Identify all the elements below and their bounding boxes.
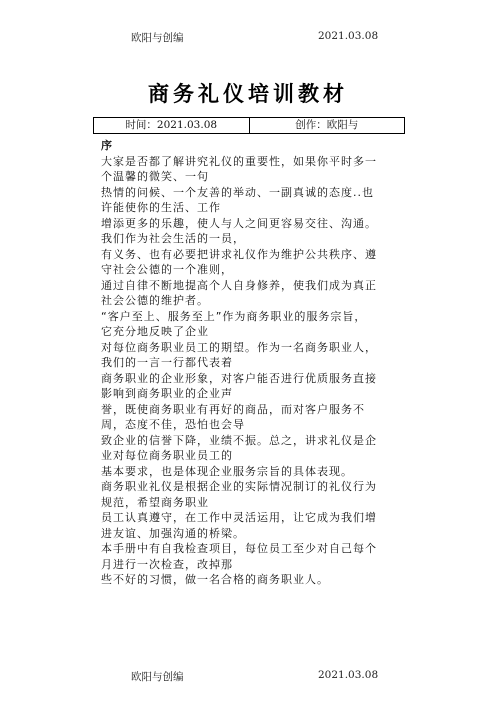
document-title: 商务礼仪培训教材 bbox=[148, 82, 348, 106]
body-line: 影响到商务职业的企业声 bbox=[101, 387, 233, 400]
body-line: 对每位商务职业员工的期望。作为一名商务职业人， bbox=[101, 340, 377, 354]
body-line: 业对每位商务职业员工的 bbox=[101, 449, 233, 462]
body-line: 社会公德的维护者。 bbox=[101, 294, 209, 307]
body-line: 热情的问候、一个友善的举动、一副真诚的态度..也 bbox=[101, 185, 374, 199]
body-line: 周，态度不佳，恐怕也会导 bbox=[101, 418, 245, 431]
meta-time-cell: 时间：2021.03.08 bbox=[125, 119, 218, 131]
body-line: 致企业的信誉下降，业绩不振。总之，讲求礼仪是企 bbox=[101, 433, 377, 447]
body-line: 商务职业的企业形象，对客户能否进行优质服务直接 bbox=[101, 371, 377, 385]
footer-author: 欧阳与创编 bbox=[131, 671, 184, 683]
body-line: “客户至上、服务至上”作为商务职业的服务宗旨， bbox=[101, 309, 367, 323]
body-line: 个温馨的微笑、一句 bbox=[101, 170, 209, 183]
body-line: 守社会公德的一个准则， bbox=[101, 263, 233, 276]
body-line: 月进行一次检查，改掉那 bbox=[101, 557, 233, 571]
body-line: 商务职业礼仪是根据企业的实际情况制订的礼仪行为 bbox=[101, 480, 377, 493]
footer-date: 2021.03.08 bbox=[318, 669, 379, 681]
body-line: 进友谊、加强沟通的桥梁。 bbox=[101, 526, 245, 540]
header-date: 2021.03.08 bbox=[318, 30, 379, 42]
header-author: 欧阳与创编 bbox=[131, 32, 184, 44]
body-line: 它充分地反映了企业 bbox=[101, 325, 209, 338]
body-line: 大家是否都了解讲究礼仪的重要性，如果你平时多一 bbox=[101, 154, 377, 168]
meta-author-cell: 创作：欧阳与 bbox=[249, 118, 405, 133]
body-line: 员工认真遵守，在工作中灵活运用，让它成为我们增 bbox=[101, 511, 377, 524]
section-heading: 序 bbox=[101, 139, 113, 152]
body-text bbox=[101, 138, 411, 588]
body-line: 本手册中有自我检查项目，每位员工至少对自己每个 bbox=[101, 542, 377, 555]
meta-table bbox=[93, 117, 405, 134]
body-line: 增添更多的乐趣，使人与人之间更容易交往、沟通。 bbox=[101, 216, 377, 230]
body-line: 许能使你的生活、工作 bbox=[101, 201, 221, 214]
body-line: 有义务、也有必要把讲求礼仪作为维护公共秩序、遵 bbox=[101, 247, 377, 261]
body-line: 誉，既使商务职业有再好的商品，而对客户服务不 bbox=[101, 402, 365, 416]
body-line: 通过自律不断地提高个人自身修养，使我们成为真正 bbox=[101, 278, 377, 292]
body-line: 基本要求，也是体现企业服务宗旨的具体表现。 bbox=[101, 464, 353, 478]
body-line: 我们的一言一行都代表着 bbox=[101, 356, 233, 369]
body-line: 规范，希望商务职业 bbox=[101, 495, 209, 509]
body-line: 我们作为社会生活的一员， bbox=[101, 232, 245, 245]
body-line: 些不好的习惯，做一名合格的商务职业人。 bbox=[101, 573, 329, 586]
